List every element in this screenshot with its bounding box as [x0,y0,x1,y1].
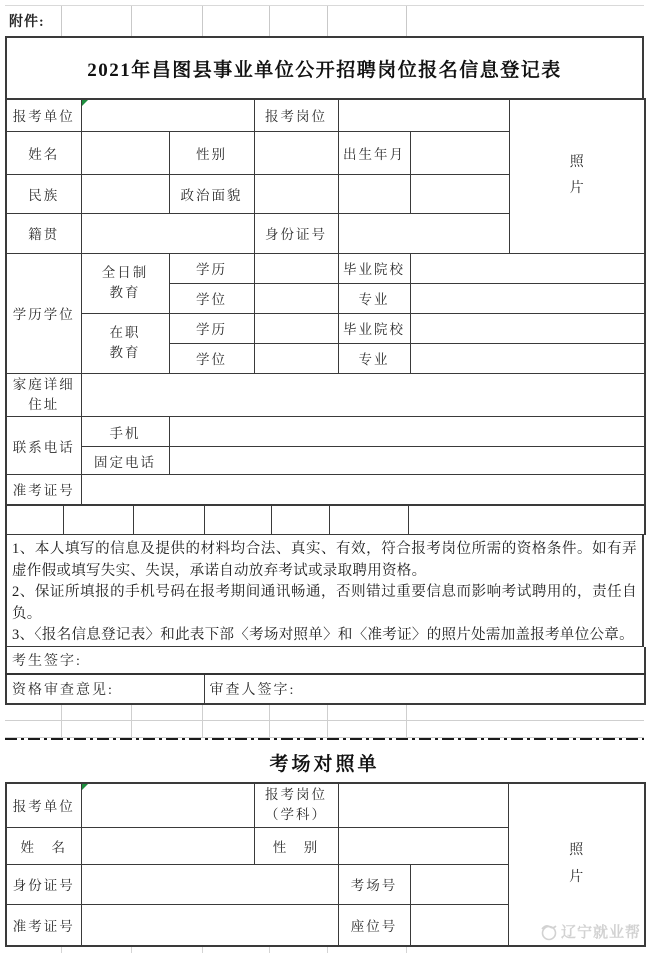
edu-degree-label: 学位 [169,283,254,313]
cell-error-marker-icon [82,100,88,106]
empty-cell [329,506,408,535]
name-input-cell[interactable] [81,131,169,174]
school-label: 毕业院校 [338,313,410,343]
grid-cell [62,6,132,36]
mobile-label: 手机 [81,417,169,447]
grid-cell [407,6,644,36]
form-title: 2021年昌图县事业单位公开招聘岗位报名信息登记表 [5,38,644,98]
sheet-position-label: 报考岗位（学科） [254,783,338,827]
birth-label: 出生年月 [338,131,410,174]
sheet-gender-input-cell[interactable] [338,827,508,864]
mobile-input-cell[interactable] [169,417,645,447]
landline-label: 固定电话 [81,447,169,475]
attachment-row [5,5,644,38]
note-line-1: 1、本人填写的信息及提供的材料均合法、真实、有效，符合报考岗位所需的资格条件。如有弄虚作假或填写失实、失误，承诺自动放弃考试或录取聘用资格。 [12,541,637,579]
grid-cell [270,6,328,36]
unit-input-cell[interactable] [81,99,254,131]
edu-level-label: 学历 [169,253,254,283]
school-label: 毕业院校 [338,253,410,283]
sheet-seat-label: 座位号 [338,904,410,946]
checkroom-table [5,782,646,947]
empty-cell [63,506,133,535]
sheet-examno-label: 准考证号 [6,904,81,946]
name-label: 姓名 [6,131,81,174]
education-section-label: 学历学位 [6,253,81,373]
fulltime-school-input-cell[interactable] [410,253,645,283]
fulltime-major-input-cell[interactable] [410,283,645,313]
grid-cell [328,6,407,36]
sheet-photo-label: 照片 [569,842,584,885]
examno-input-cell[interactable] [81,475,645,505]
inservice-degree-input-cell[interactable] [254,343,338,373]
cut-dashdot-line [5,738,644,740]
gender-label: 性别 [169,131,254,174]
grid-cell [203,6,270,36]
position-input-cell[interactable] [338,99,509,131]
reviewer-signature-cell[interactable]: 审查人签字: [204,674,645,704]
ethnic-input-cell[interactable] [81,174,169,213]
address-input-cell[interactable] [81,373,645,417]
sheet-photo-box [508,783,645,946]
inservice-major-input-cell[interactable] [410,343,645,373]
sheet-unit-label: 报考单位 [6,783,81,827]
position-label: 报考岗位 [254,99,338,131]
gender-input-cell[interactable] [254,131,338,174]
inservice-edu-label: 在职教育 [81,313,169,373]
grid-cell [132,6,203,36]
birth-input-cell[interactable] [410,131,509,174]
note-line-3: 3、〈报名信息登记表〉和此表下部〈考场对照单〉和〈准考证〉的照片处需加盖报考单位公章。 [12,627,634,643]
edu-level-label: 学历 [169,313,254,343]
cell-error-marker-icon [82,784,88,790]
landline-input-cell[interactable] [169,447,645,475]
major-label: 专业 [338,283,410,313]
empty-cell[interactable] [410,174,509,213]
candidate-signature-cell[interactable]: 考生签字: [6,647,645,674]
edu-degree-label: 学位 [169,343,254,373]
sheet-id-label: 身份证号 [6,864,81,904]
inservice-level-input-cell[interactable] [254,313,338,343]
note-line-2: 2、保证所填报的手机号码在报考期间通讯畅通，否则错过重要信息而影响考试聘用的，责任自负。 [12,584,637,622]
sheet-gender-label: 性 别 [254,827,338,864]
empty-cell[interactable] [338,174,410,213]
photo-label: 照片 [569,154,584,197]
fulltime-edu-label: 全日制教育 [81,253,169,313]
native-label: 籍贯 [6,213,81,253]
major-label: 专业 [338,343,410,373]
light-grid-row [5,721,644,738]
photo-box [509,99,645,253]
sheet-id-input-cell[interactable] [81,864,338,904]
contact-section-label: 联系电话 [6,417,81,475]
watermark: 辽宁就业帮 [540,921,641,942]
unit-label: 报考单位 [6,99,81,131]
id-label: 身份证号 [254,213,338,253]
native-input-cell[interactable] [81,213,254,253]
sheet-name-input-cell[interactable] [81,827,254,864]
sheet-unit-input-cell[interactable] [81,783,254,827]
empty-cell [133,506,204,535]
light-grid-row [5,705,644,721]
empty-cell [408,506,645,535]
empty-cell [204,506,271,535]
liaoning-jiuyebang-logo-icon [540,923,558,941]
politics-label: 政治面貌 [169,174,254,213]
examno-label: 准考证号 [6,475,81,505]
fulltime-level-input-cell[interactable] [254,253,338,283]
review-opinion-cell[interactable]: 资格审查意见: [6,674,204,704]
registration-table [5,98,646,506]
inservice-school-input-cell[interactable] [410,313,645,343]
spacer-row-table [5,506,646,536]
address-label: 家庭详细住址 [6,373,81,417]
light-grid-row [5,947,644,953]
sheet-examno-input-cell[interactable] [81,904,338,946]
empty-cell [6,506,63,535]
sheet-room-input-cell[interactable] [410,864,508,904]
attachment-label: 附件: [5,6,62,36]
ethnic-label: 民族 [6,174,81,213]
sheet-name-label: 姓 名 [6,827,81,864]
id-input-cell[interactable] [338,213,509,253]
sheet-seat-input-cell[interactable] [410,904,508,946]
sheet-room-label: 考场号 [338,864,410,904]
checkroom-sheet-title: 考场对照单 [269,753,380,775]
declaration-notes [5,535,644,647]
fulltime-degree-input-cell[interactable] [254,283,338,313]
empty-cell [271,506,329,535]
sheet-position-input-cell[interactable] [338,783,508,827]
politics-input-cell[interactable] [254,174,338,213]
signature-table [5,647,646,705]
